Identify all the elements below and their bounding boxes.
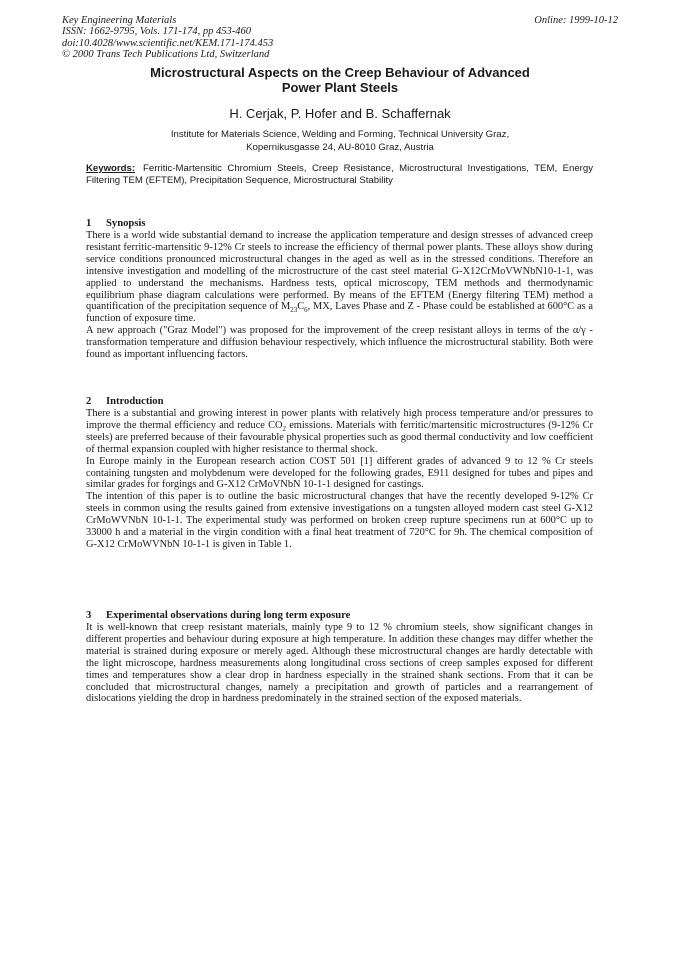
paragraph: It is well-known that creep resistant materials, mainly type 9 to 12 % chromium steels, show significant changes in different properties and behaviour during exposure at high temperature. In addition these changes may differ whether the material is strained during exposure or merely aged. Although these microstructural changes are hardly detectable with the light microscope, hardness measurements along longitudinal cross sections of creep samples exposed for different times and temperatures show a clear drop in hardness especially in the strained shank sections. From that it can be concluded that microstructural changes, namely a precipitation and growth of particles and a rearrangement of dislocations yielding the drop in hardness predominately in the strained section of the exposed materials. xyxy=(86,622,593,705)
section-experimental xyxy=(86,610,593,705)
section-number: 3 xyxy=(86,610,92,621)
issn-line: ISSN: 1662-9795, Vols. 171-174, pp 453-460 xyxy=(62,26,251,38)
section-introduction xyxy=(86,396,593,551)
journal-name: Key Engineering Materials xyxy=(62,15,177,26)
paper-title xyxy=(62,65,618,95)
title-line-2: Power Plant Steels xyxy=(281,80,399,95)
title-line-1: Microstructural Aspects on the Creep Behaviour of Advanced xyxy=(150,65,530,80)
section-title: Introduction xyxy=(106,396,164,407)
online-date: Online: 1999-10-12 xyxy=(534,15,618,26)
journal-header xyxy=(62,15,618,61)
section-heading xyxy=(86,218,593,230)
affiliation-line-1: Institute for Materials Science, Welding and Forming, Technical University Graz, xyxy=(170,129,510,140)
copyright-line: © 2000 Trans Tech Publications Ltd, Switzerland xyxy=(62,49,270,61)
affiliation xyxy=(62,128,618,154)
paragraph: There is a world wide substantial demand to increase the application temperature and design stresses of advanced creep resistant ferritic-martensitic 9-12% Cr steels to increase the efficiency of thermal power plants. These alloys show during service conditions pronounced microstructural changes in the aged as well as in the stressed conditions. Therefore an intensive investigation and modelling of the microstructure of the cast steel material G-X12CrMoVWNbN10-1-1, was applied to understand the mechanisms. Hardness tests, optical microscopy, TEM methods and thermodynamic equilibrium phase diagram calculations were performed. By means of the EFTEM (Energy filtering TEM) method a quantification of the precipitation sequence of $M_{23}C_6$, MX, Laves Phase and Z - Phase could be established at 600°C as a function of exposure time. xyxy=(86,230,593,325)
section-heading xyxy=(86,396,593,408)
section-number: 2 xyxy=(86,396,92,407)
keywords xyxy=(86,163,593,186)
section-heading xyxy=(86,610,593,622)
section-title: Experimental observations during long term exposure xyxy=(106,610,351,621)
doi-line[interactable]: doi:10.4028/www.scientific.net/KEM.171-174.453 xyxy=(62,37,274,49)
section-title: Synopsis xyxy=(106,218,146,229)
authors: H. Cerjak, P. Hofer and B. Schaffernak xyxy=(229,106,451,121)
affiliation-line-2: Kopernikusgasse 24, AU-8010 Graz, Austria xyxy=(246,142,434,153)
keywords-text: Ferritic-Martensitic Chromium Steels, Creep Resistance, Microstructural Investigations, TEM, Energy Filtering TEM (EFTEM), Precipitation Sequence, Microstructural Stability xyxy=(86,163,593,186)
paragraph: In Europe mainly in the European research action COST 501 [1] different grades of advanced 9 to 12 % Cr steels containing tungsten and molybdenum were developed for the following grades, E911 designed for tubes and pipes and similar grades for forgings and G-X12 CrMoVNbN 10-1-1 designed for castings. xyxy=(86,455,593,491)
section-synopsis xyxy=(86,218,593,361)
paragraph: There is a substantial and growing interest in power plants with relatively high process temperature and/or pressures to improve the thermal efficiency and reduce $CO_2$ emissions. Materials with ferritic/martensitic microstructures (9-12% Cr steels) are preferred because of their favourable physical properties such as good thermal conductivity and low coefficient of thermal expansion coupled with higher resistance to thermal shock. xyxy=(86,408,594,455)
section-number: 1 xyxy=(86,218,92,229)
paragraph: A new approach ("Graz Model") was proposed for the improvement of the creep resistant alloys in terms of the α/γ - transformation temperature and diffusion behaviour respectively, which influence the microstructural stability. Both were found as important influencing factors. xyxy=(86,325,593,361)
paragraph: The intention of this paper is to outline the basic microstructural changes that have the recently developed 9-12% Cr steels in common using the results gained from extensive investigations on a tungsten alloyed modern cast steel G-X12 CrMoWVNbN 10-1-1. The experimental study was performed on broken creep rupture specimens run at 600°C up to 33000 h and a material in the virgin condition with a final heat treatment of 720°C for 9h. The chemical composition of G-X12 CrMoWVNbN 10-1-1 is given in Table 1. xyxy=(86,491,593,550)
keywords-label: Keywords: xyxy=(86,163,136,174)
